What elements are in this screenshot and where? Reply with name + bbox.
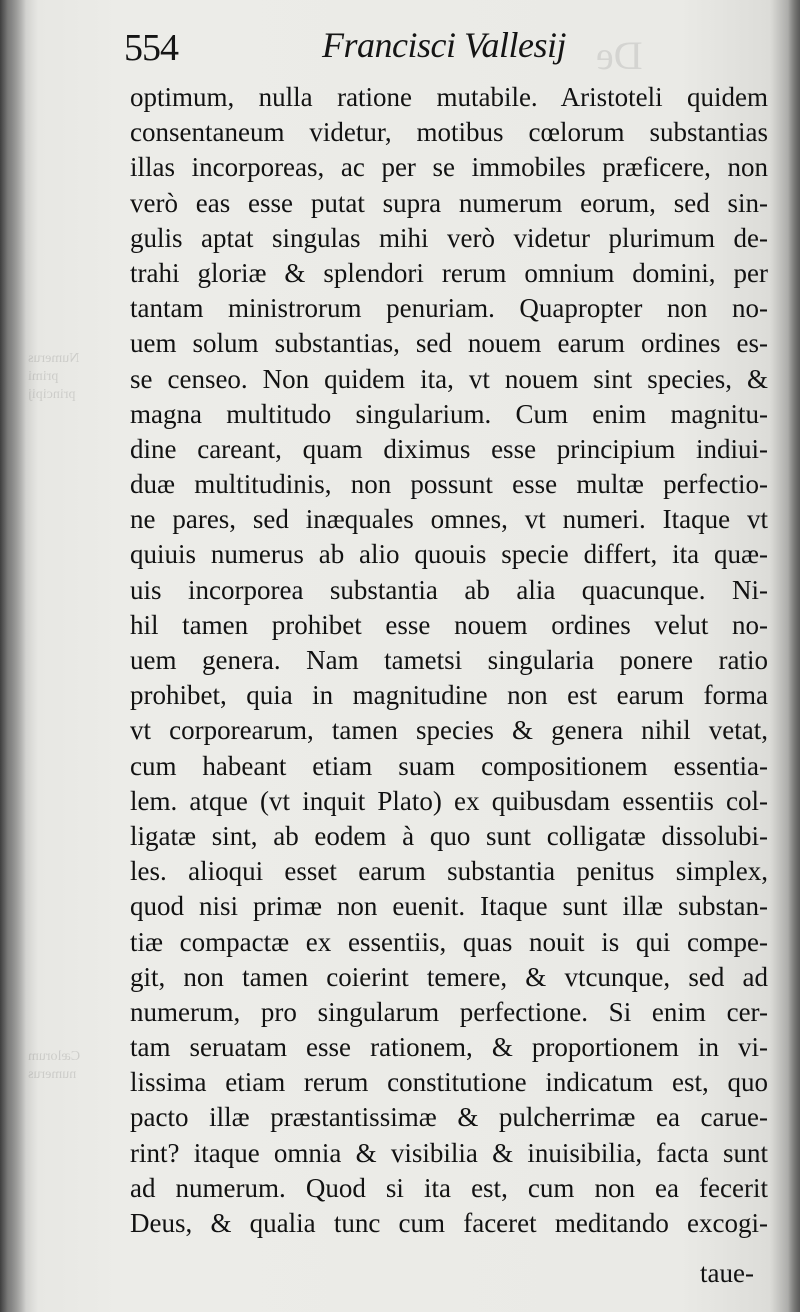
text-line: prohibet, quia in magnitudine non est earum forma: [130, 680, 768, 711]
margin-bleed-line: Cælorum: [28, 1049, 81, 1064]
text-line: git, non tamen coierint temere, & vtcunque, sed ad: [130, 961, 768, 992]
text-line: tantam ministrorum penuriam. Quapropter non no-: [130, 293, 768, 324]
text-line: dine careant, quam diximus esse principium indiui-: [130, 433, 768, 464]
text-line: magna multitudo singularium. Cum enim magnitu-: [130, 398, 768, 429]
text-line: trahi gloriæ & splendori rerum omnium domini, per: [130, 257, 768, 288]
running-head: Francisci Vallesij: [322, 25, 566, 65]
margin-bleed-line: primi: [28, 369, 59, 384]
page-number: 554: [124, 27, 178, 69]
text-line: cum habeant etiam suam compositionem essentia-: [130, 750, 768, 781]
margin-bleed-lower: [28, 1048, 128, 1084]
text-line: quod nisi primæ non euenit. Itaque sunt illæ substan-: [130, 891, 768, 922]
margin-bleed-upper: [28, 350, 128, 404]
bleed-through-text: De: [596, 33, 643, 78]
page-header: [124, 22, 764, 78]
text-line: uem genera. Nam tametsi singularia ponere ratio: [130, 645, 768, 675]
text-line: numerum, pro singularum perfectione. Si enim cer-: [130, 996, 768, 1027]
text-line: ne pares, sed inæquales omnes, vt numeri. Itaque vt: [130, 504, 768, 535]
text-line: rint? itaque omnia & visibilia & inuisibilia, facta sunt: [130, 1137, 768, 1168]
text-line: hil tamen prohibet esse nouem ordines velut no-: [130, 609, 768, 640]
text-line: lissima etiam rerum constitutione indicatum est, quo: [130, 1067, 768, 1098]
margin-bleed-line: principij: [28, 387, 76, 402]
margin-bleed-line: Numerus: [28, 351, 80, 366]
text-line: ad numerum. Quod si ita est, cum non ea fecerit: [130, 1172, 768, 1203]
margin-bleed-line: numerus: [28, 1067, 77, 1082]
text-line: gulis aptat singulas mihi verò videtur plurimum de-: [130, 222, 768, 253]
text-line: optimum, nulla ratione mutabile. Aristoteli quidem: [130, 82, 768, 112]
text-line: duæ multitudinis, non possunt esse multæ perfectio-: [130, 469, 768, 500]
text-line: uis incorporea substantia ab alia quacunque. Ni-: [130, 574, 768, 605]
text-line: quiuis numerus ab alio quouis specie differt, ita quæ-: [130, 539, 768, 570]
text-line: se censeo. Non quidem ita, vt nouem sint species, &: [130, 363, 768, 394]
text-line: uem solum substantias, sed nouem earum ordines es-: [130, 328, 768, 359]
text-line: pacto illæ præstantissimæ & pulcherrimæ ea carue-: [130, 1102, 768, 1133]
text-line: ligatæ sint, ab eodem à quo sunt colligatæ dissolubi-: [130, 820, 768, 851]
text-line: vt corporearum, tamen species & genera nihil vetat,: [130, 715, 768, 746]
text-line: tiæ compactæ ex essentiis, quas nouit is qui compe-: [130, 926, 768, 957]
body-text: [130, 80, 768, 1241]
text-line: les. alioqui esset earum substantia penitus simplex,: [130, 856, 768, 887]
page-edge-shadow: [788, 0, 800, 1312]
catchword: taue-: [700, 1258, 754, 1288]
text-line: verò eas esse putat supra numerum eorum, sed sin-: [130, 187, 768, 218]
text-line: consentaneum videtur, motibus cœlorum substantias: [130, 117, 768, 148]
spine-shadow: [0, 0, 26, 1312]
text-line: tam seruatam esse rationem, & proportionem in vi-: [130, 1032, 768, 1063]
text-line: lem. atque (vt inquit Plato) ex quibusdam essentiis col-: [130, 785, 768, 816]
text-line: illas incorporeas, ac per se immobiles præficere, non: [130, 152, 768, 183]
text-line: Deus, & qualia tunc cum faceret meditando excogi-: [130, 1208, 768, 1238]
